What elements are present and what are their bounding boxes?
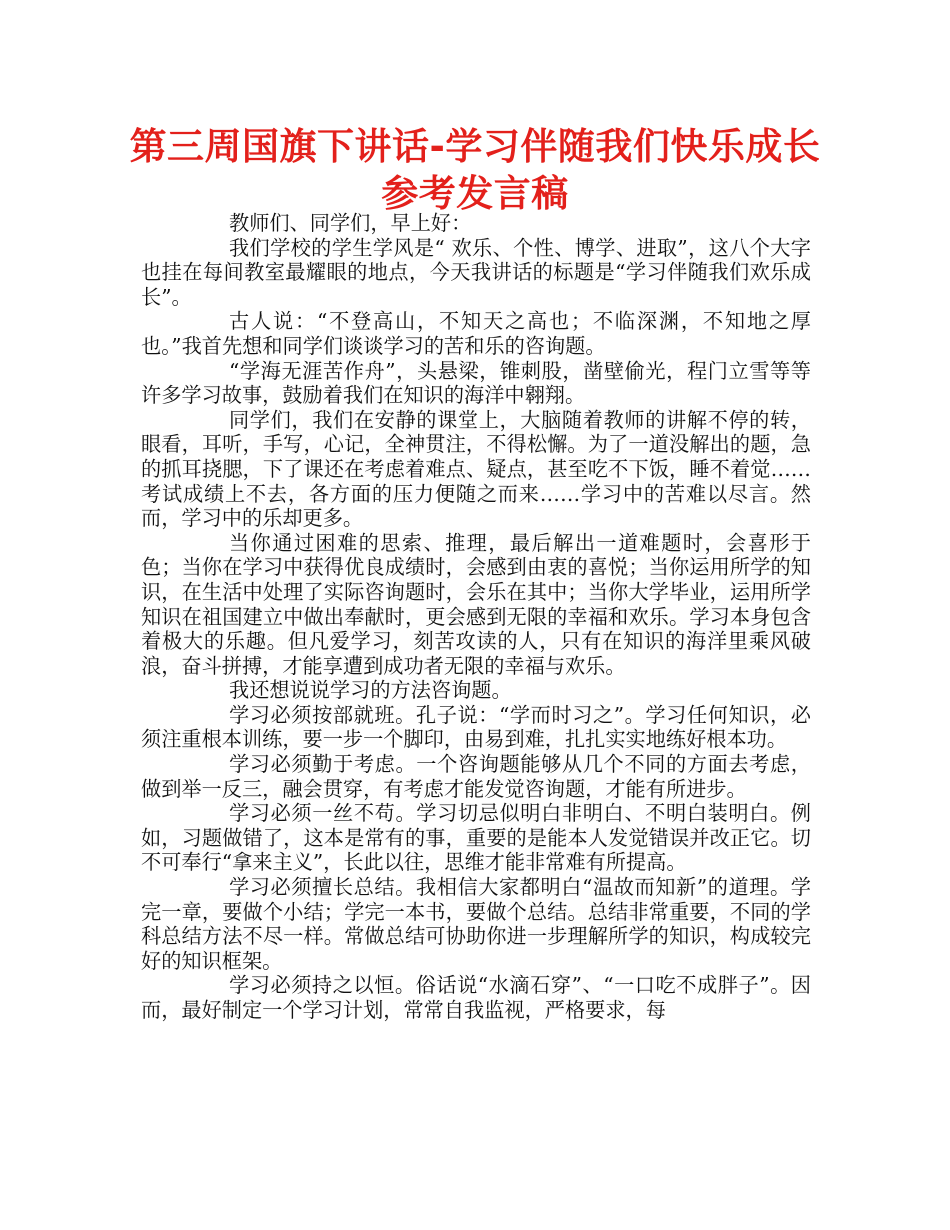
document-title-line-2: 参考发言稿 [381,172,569,215]
document-body [141,211,811,1023]
document-title-line-1: 第三周国旗下讲话-学习伴随我们快乐成长 [129,125,821,168]
paragraph-greeting: 教师们、同学们，早上好： [229,211,472,235]
paragraph: 当你通过困难的思索、推理，最后解出一道难题时，会喜形于色；当你在学习中获得优良成绩时，会感到由衷的喜悦；当你运用所学的知识，在生活中处理了实际咨询题时，会乐在其中；当你大学毕业，运用所学知识在祖国建立中做出奉献时，更会感到无限的幸福和欢乐。学习本身包含着极大的乐趣。但凡爱学习，刻苦攻读的人，只有在知识的海洋里乘风破浪，奋斗拼搏，才能享遭到成功者无限的幸福与欢乐。 [141,530,811,678]
paragraph: 同学们，我们在安静的课堂上，大脑随着教师的讲解不停的转，眼看，耳听，手写，心记，全神贯注，不得松懈。为了一道没解出的题，急的抓耳挠腮，下了课还在考虑着难点、疑点，甚至吃不下饭，睡不着觉……考试成绩上不去，各方面的压力便随之而来……学习中的苦难以尽言。然而，学习中的乐却更多。 [141,407,811,531]
paragraph: 学习必须擅长总结。我相信大家都明白“温故而知新”的道理。学完一章，要做个小结；学完一本书，要做个总结。总结非常重要，不同的学科总结方法不尽一样。常做总结可协助你进一步理解所学的知识，构成较完好的知识框架。 [141,875,811,973]
paragraph: 学习必须持之以恒。俗话说“水滴石穿”、“一口吃不成胖子”。因而，最好制定一个学习计划，常常自我监视，严格要求，每 [141,973,811,1022]
paragraph: 学习必须一丝不苟。学习切忌似明白非明白、不明白装明白。例如，习题做错了，这本是常有的事，重要的是能本人发觉错误并改正它。切不可奉行“拿来主义”，长此以往，思维才能非常难有所提高。 [141,801,811,875]
paragraph: 学习必须勤于考虑。一个咨询题能够从几个不同的方面去考虑，做到举一反三，融会贯穿，有考虑才能发觉咨询题，才能有所进步。 [141,752,811,801]
paragraph: 古人说：“不登高山，不知天之高也；不临深渊，不知地之厚也。”我首先想和同学们谈谈学习的苦和乐的咨询题。 [141,309,811,358]
paragraph: 我们学校的学生学风是“ 欢乐、个性、博学、进取”，这八个大字也挂在每间教室最耀眼的地点，今天我讲话的标题是“学习伴随我们欢乐成长”。 [141,235,811,309]
paragraph: “学海无涯苦作舟”，头悬梁，锥刺股，凿壁偷光，程门立雪等等许多学习故事，鼓励着我们在知识的海洋中翱翔。 [141,358,811,408]
paragraph: 学习必须按部就班。孔子说：“学而时习之”。学习任何知识，必须注重根本训练，要一步一个脚印，由易到难，扎扎实实地练好根本功。 [141,702,811,752]
paragraph: 我还想说说学习的方法咨询题。 [229,678,512,703]
